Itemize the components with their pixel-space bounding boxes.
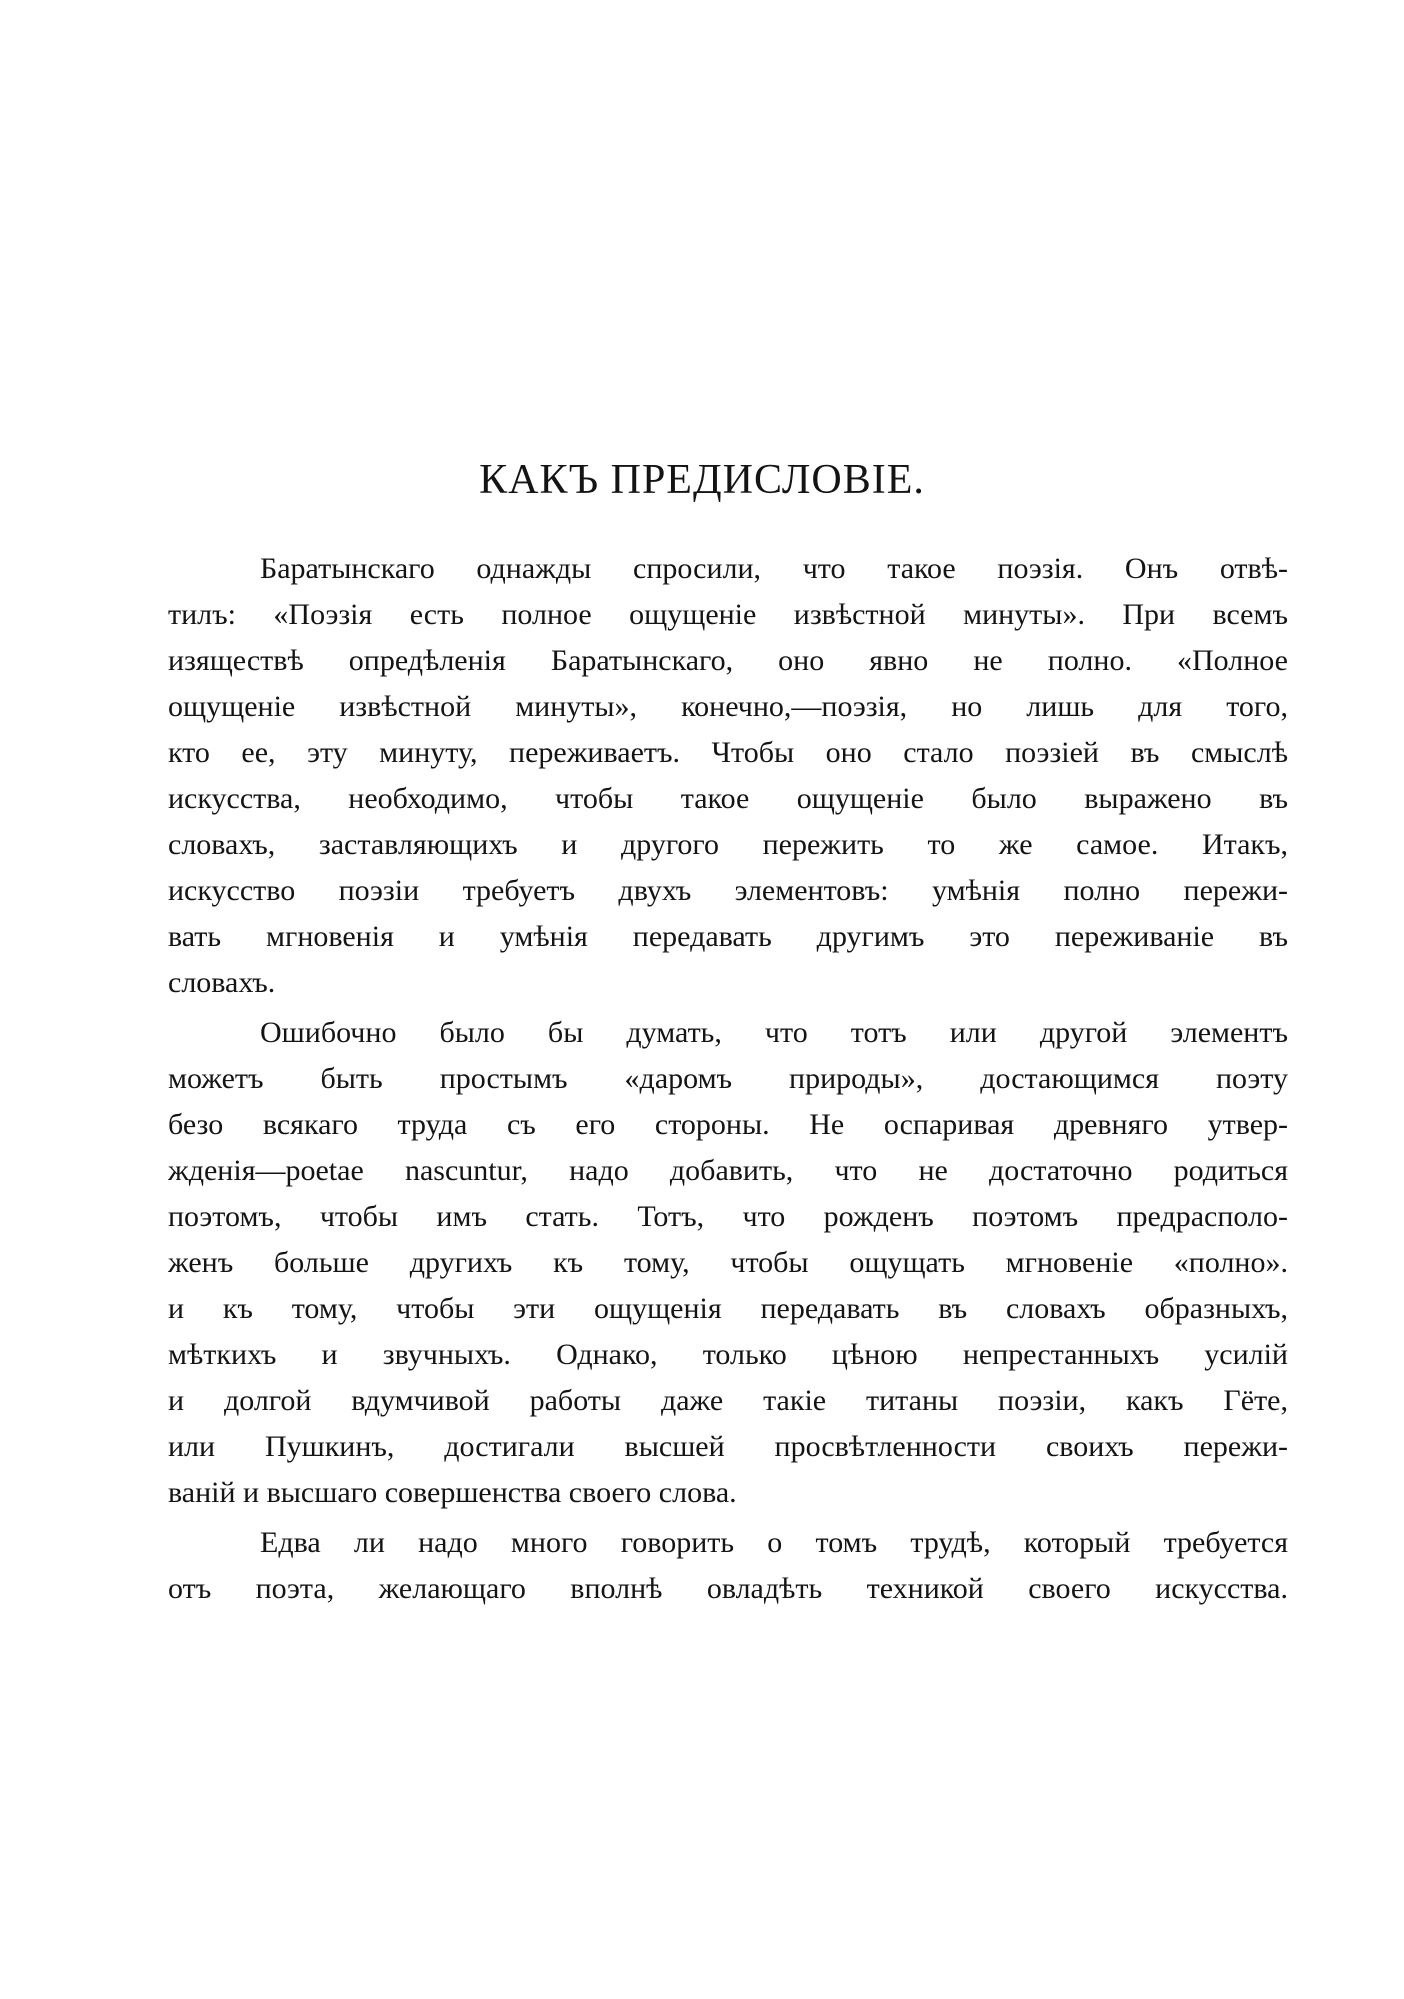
- text-line: мѣткихъ и звучныхъ. Однако, только цѣною непрестанныхъ усилій: [168, 1338, 1288, 1371]
- text-line: словахъ, заставляющихъ и другого пережить то же самое. Итакъ,: [168, 828, 1288, 861]
- text-line: жденія—poetae nascuntur, надо добавить, что не достаточно родиться: [168, 1154, 1288, 1187]
- text-line: или Пушкинъ, достигали высшей просвѣтленности своихъ пережи-: [168, 1430, 1288, 1463]
- text-line: и къ тому, чтобы эти ощущенія передавать въ словахъ образныхъ,: [168, 1292, 1288, 1325]
- page-title: КАКЪ ПРЕДИСЛОВІЕ.: [479, 457, 925, 503]
- text-line: и долгой вдумчивой работы даже такіе титаны поэзіи, какъ Гёте,: [168, 1384, 1288, 1417]
- text-line: Ошибочно было бы думать, что тотъ или другой элементъ: [260, 1016, 1288, 1049]
- text-line: Едва ли надо много говорить о томъ трудѣ, который требуется: [260, 1526, 1288, 1559]
- text-line: ваній и высшаго совершенства своего слова.: [168, 1476, 737, 1509]
- text-line: изяществѣ опредѣленія Баратынскаго, оно явно не полно. «Полное: [168, 644, 1288, 677]
- text-line: тилъ: «Поэзія есть полное ощущеніе извѣстной минуты». При всемъ: [168, 598, 1288, 631]
- text-line: поэтомъ, чтобы имъ стать. Тотъ, что рожденъ поэтомъ предрасполо-: [168, 1200, 1288, 1233]
- text-line: искусства, необходимо, чтобы такое ощущеніе было выражено въ: [168, 782, 1288, 815]
- text-line: словахъ.: [168, 966, 276, 999]
- text-line: Баратынскаго однажды спросили, что такое поэзія. Онъ отвѣ-: [260, 552, 1288, 585]
- text-line: ощущеніе извѣстной минуты», конечно,—поэзія, но лишь для того,: [168, 690, 1288, 723]
- text-line: кто ее, эту минуту, переживаетъ. Чтобы оно стало поэзіей въ смыслѣ: [168, 736, 1288, 769]
- text-line: вать мгновенія и умѣнія передавать другимъ это переживаніе въ: [168, 920, 1288, 953]
- text-line: женъ больше другихъ къ тому, чтобы ощущать мгновеніе «полно».: [168, 1246, 1288, 1279]
- text-line: отъ поэта, желающаго вполнѣ овладѣть техникой своего искусства.: [168, 1572, 1288, 1605]
- text-line: можетъ быть простымъ «даромъ природы», достающимся поэту: [168, 1062, 1288, 1095]
- text-line: безо всякаго труда съ его стороны. Не оспаривая древняго утвер-: [168, 1108, 1288, 1141]
- text-line: искусство поэзіи требуетъ двухъ элементовъ: умѣнія полно пережи-: [168, 874, 1288, 907]
